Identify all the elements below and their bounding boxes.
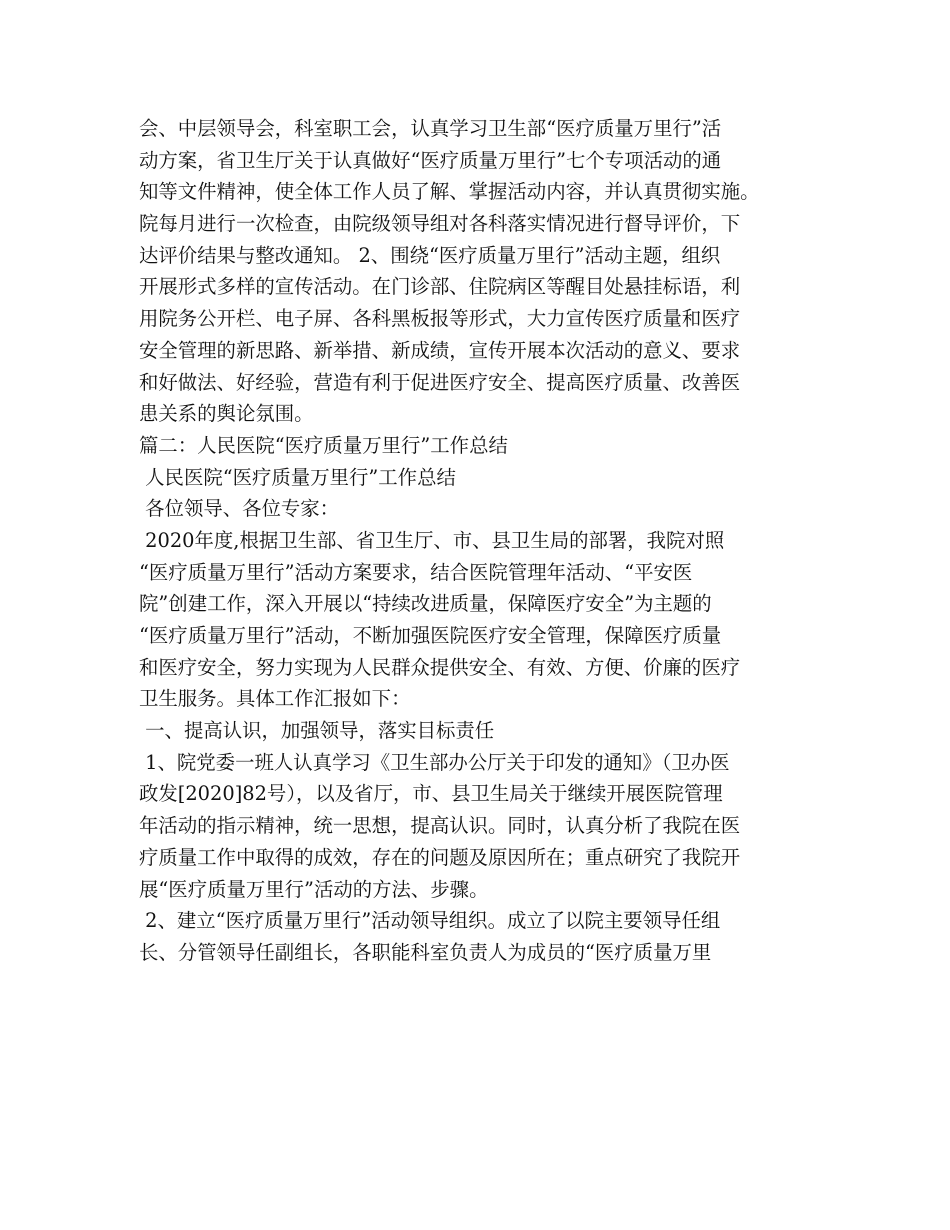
- text-line: 一、提高认识，加强领导，落实目标责任: [139, 719, 495, 743]
- text-line: 2、建立“医疗质量万里行”活动领导组织。成立了以院主要领导任组: [139, 909, 721, 933]
- text-line: 动方案，省卫生厅关于认真做好“医疗质量万里行”七个专项活动的通: [139, 148, 722, 172]
- text-line: 开展形式多样的宣传活动。在门诊部、住院病区等醒目处悬挂标语，利: [139, 275, 741, 299]
- text-line: 患关系的舆论氛围。: [139, 402, 314, 426]
- text-line: 院每月进行一次检查，由院级领导组对各科落实情况进行督导评价，下: [139, 212, 741, 236]
- text-line: 和医疗安全，努力实现为人民群众提供安全、有效、方便、价廉的医疗: [139, 655, 741, 679]
- text-line: 展“医疗质量万里行”活动的方法、步骤。: [139, 877, 489, 901]
- text-line: 疗质量工作中取得的成效，存在的问题及原因所在；重点研究了我院开: [139, 845, 741, 869]
- text-line: 长、分管领导任副组长，各职能科室负责人为成员的“医疗质量万里: [139, 940, 712, 964]
- text-line: 人民医院“医疗质量万里行”工作总结: [139, 465, 456, 489]
- text-line: 篇二：人民医院“医疗质量万里行”工作总结: [139, 433, 508, 457]
- text-line: 用院务公开栏、电子屏、各科黑板报等形式，大力宣传医疗质量和医疗: [139, 307, 741, 331]
- text-line: 安全管理的新思路、新举措、新成绩，宣传开展本次活动的意义、要求: [139, 338, 741, 362]
- body-text: [139, 113, 819, 969]
- text-line: 各位领导、各位专家：: [139, 497, 340, 521]
- text-line: “医疗质量万里行”活动方案要求，结合医院管理年活动、“平安医: [139, 560, 693, 584]
- text-line: 政发[2020]82号），以及省厅，市、县卫生局关于继续开展医院管理: [139, 782, 723, 806]
- text-line: 1、院党委一班人认真学习《卫生部办公厅关于印发的通知》（卫办医: [139, 750, 730, 774]
- text-line: 院”创建工作，深入开展以“持续改进质量，保障医疗安全”为主题的: [139, 592, 712, 616]
- text-line: 2020年度,根据卫生部、省卫生厅、市、县卫生局的部署，我院对照: [139, 528, 725, 552]
- text-line: “医疗质量万里行”活动，不断加强医院医疗安全管理，保障医疗质量: [139, 624, 722, 647]
- text-line: 和好做法、好经验，营造有利于促进医疗安全、提高医疗质量、改善医: [139, 370, 741, 394]
- text-line: 年活动的指示精神，统一思想，提高认识。同时，认真分析了我院在医: [139, 814, 741, 838]
- text-line: 会、中层领导会，科室职工会，认真学习卫生部“医疗质量万里行”活: [139, 117, 722, 140]
- text-line: 达评价结果与整改通知。 2、围绕“医疗质量万里行”活动主题，组织: [139, 243, 721, 267]
- text-line: 知等文件精神，使全体工作人员了解、掌握活动内容，并认真贯彻实施。: [139, 180, 760, 204]
- text-line: 卫生服务。具体工作汇报如下：: [139, 687, 411, 711]
